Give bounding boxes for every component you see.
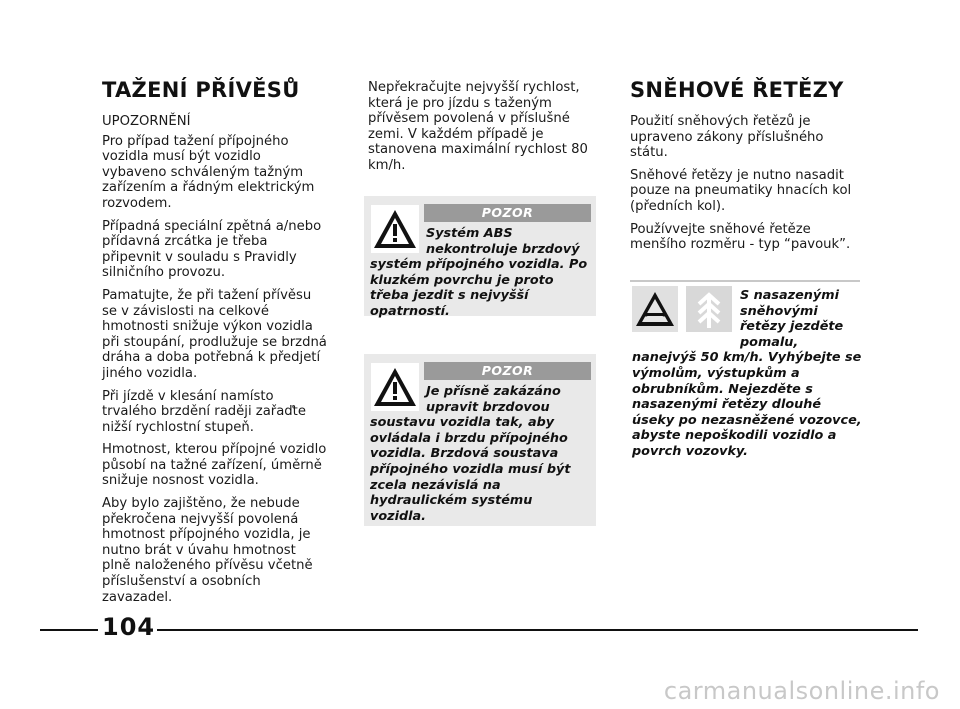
abs-warning-label: POZOR (424, 204, 591, 222)
abs-warning-text-full: systém přípojného vozidla. Po kluzkém povrchu je proto třeba jezdit s nejvyšší opatrností. (370, 257, 588, 319)
snow-chains-paragraph-2: Sněhové řetězy je nutno nasadit pouze na pneumatiky hnacích kol (předních kol). (630, 167, 852, 214)
speed-limit-paragraph: Nepřekračujte nejvyšší rychlost, která je pro jízdu s taženým přívěsem povolená v příslušné zemi. V každém případě je stanovena maximální rychlost 80 km/h. (368, 80, 588, 173)
towing-paragraph-6: Aby bylo zajištěno, že nebude překročena nejvyšší povolená hmotnost přípojného vozidla, je nutno brát v úvahu hmotnost plně naloženého přívěsu včetně příslušenství a osobních zavazadel. (102, 496, 313, 605)
towing-paragraph-5: Hmotnost, kterou přípojné vozidlo působí na tažné zařízení, úměrně snižuje nosnost vozidla. (102, 442, 327, 489)
abs-warning-box (364, 196, 596, 319)
brake-warning-label: POZOR (424, 362, 591, 380)
towing-subheading: UPOZORNĚNÍ (102, 114, 191, 129)
snow-chains-paragraph-3: Používvejte sněhové řetěze menšího rozměru - typ “pavouk”. (630, 221, 851, 253)
towing-paragraph-4: Při jízdě v klesání namísto trvalého brzdění raději zařaďte nižší rychlostní stupeň. (102, 388, 306, 435)
brake-warning-text (370, 384, 592, 524)
footer-rule-left (40, 629, 98, 631)
abs-warning-text-indented: Systém ABS nekontroluje brzdový (426, 226, 580, 257)
snow-chains-note-rule (630, 280, 860, 282)
brake-warning-box (364, 354, 596, 526)
snow-chains-heading: SNĚHOVÉ ŘETĚZY (630, 78, 844, 102)
towing-paragraph-1: Pro případ tažení přípojného vozidla musí být vozidlo vybaveno schváleným tažným zařízením a řádným elektrickým rozvodem. (102, 133, 315, 211)
brake-warning-text-indented: Je přísně zakázáno upravit brzdovou (426, 384, 561, 415)
right-column (630, 78, 862, 260)
page-number: 104 (102, 613, 156, 641)
middle-column (368, 80, 593, 181)
left-column (102, 78, 327, 612)
brake-warning-text-full: soustavu vozidla tak, aby ovládala i brzdu přípojného vozidla. Brzdová soustava přípojného vozidla musí být zcela nezávislá na hydraulickém systému vozidla. (370, 415, 571, 524)
towing-paragraph-3: Pamatujte, že při tažení přívěsu se v závislosti na celkové hmotnosti snižuje výkon vozidla při stoupání, prodlužuje se brzdná dráha a doba potřebná k předjetí jiného vozidla. (102, 287, 327, 381)
abs-warning-text (370, 226, 592, 320)
watermark: carmanualsonline.info (663, 677, 940, 705)
snow-chains-note-full: nanejvýš 50 km/h. Vyhýbejte se výmolům, výstupkům a obrubníkům. Nejezděte s nasazenými řetězy dlouhé úseky po nezasněžené vozovce, abyste nepoškodili vozidlo a povrch vozovky. (632, 350, 862, 459)
towing-paragraph-2: Případná speciální zpětná a/nebo přídavná zrcátka je třeba připevnit v souladu s Pravidly silničního provozu. (102, 218, 322, 281)
snow-chains-note-indented: S nasazenými sněhovými řetězy jezděte pomalu, (740, 288, 844, 350)
footer-rule-right (157, 629, 918, 631)
towing-heading: TAŽENÍ PŘÍVĚSŮ (102, 78, 300, 102)
snow-chains-note-text (632, 288, 864, 460)
snow-chains-paragraph-1: Použití sněhových řetězů je upraveno zákony příslušného státu. (630, 114, 824, 161)
